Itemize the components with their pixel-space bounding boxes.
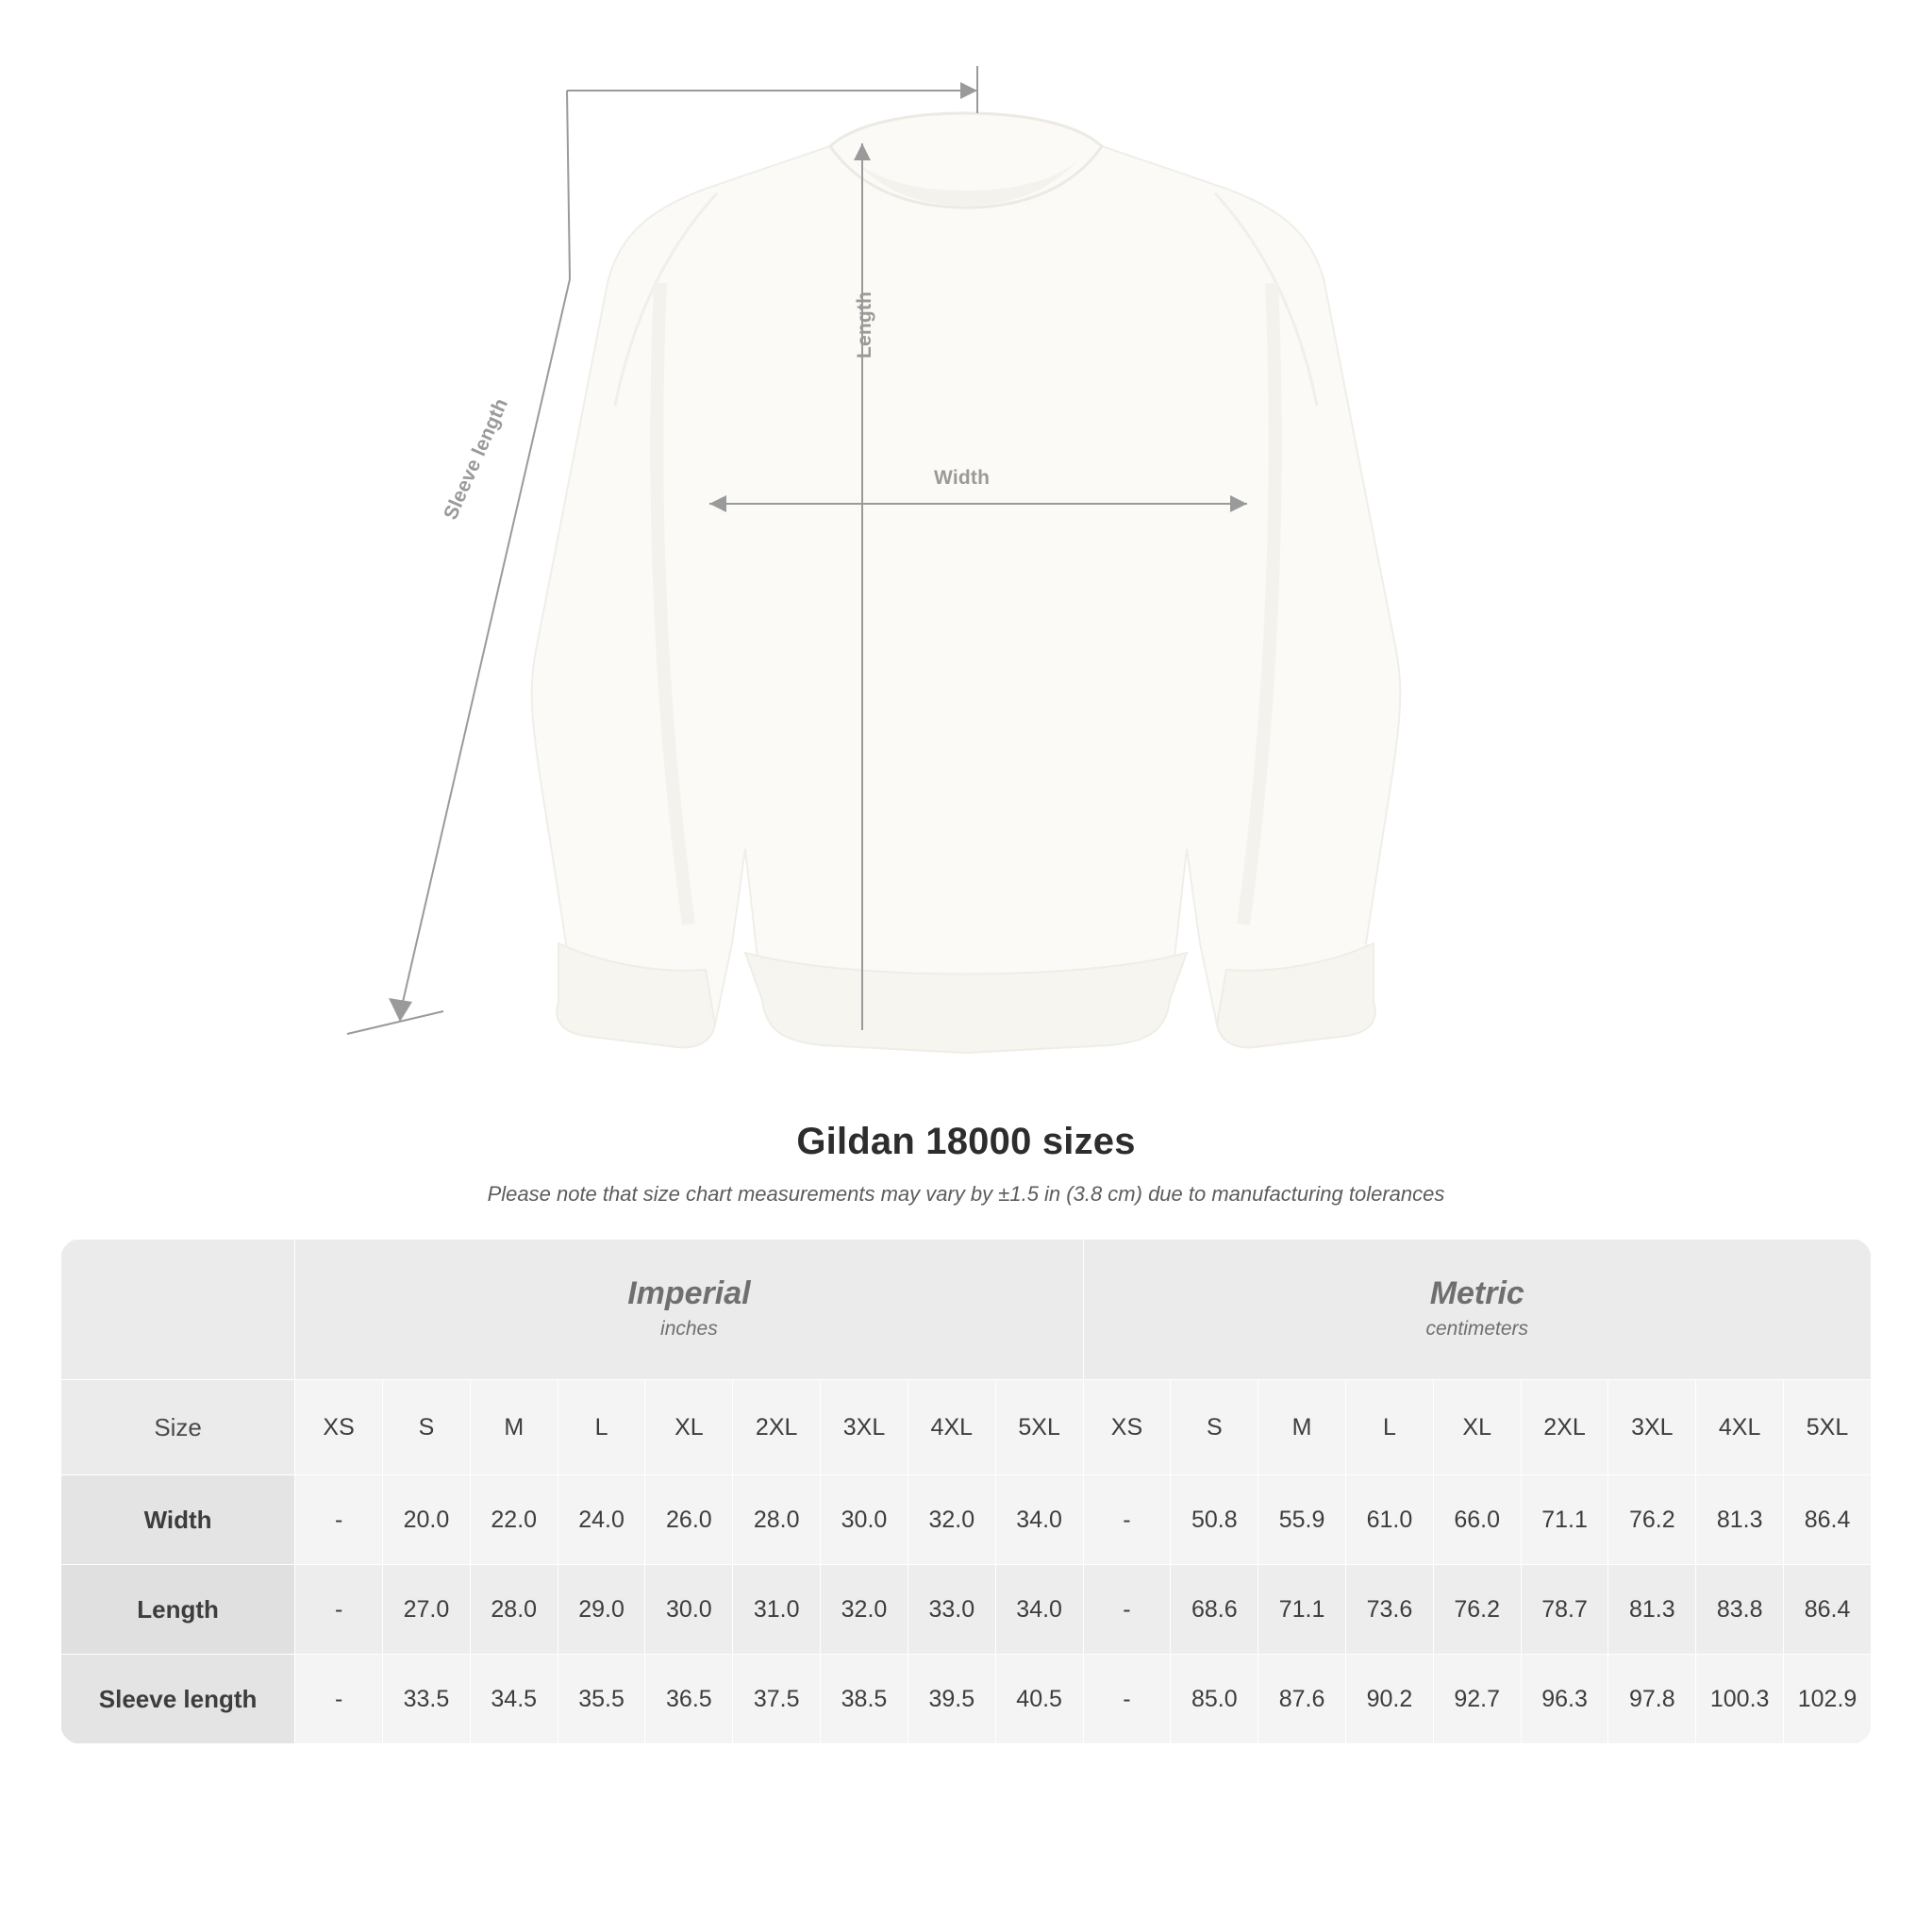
size-column-header: 4XL bbox=[908, 1380, 995, 1475]
measurement-cell: 28.0 bbox=[733, 1475, 821, 1565]
measurement-cell: 34.5 bbox=[470, 1655, 558, 1744]
sleeve-end-tick bbox=[347, 1011, 443, 1034]
size-table bbox=[60, 1239, 1872, 1744]
measurement-cell: 33.0 bbox=[908, 1565, 995, 1655]
measurement-cell: 22.0 bbox=[470, 1475, 558, 1565]
measurement-cell: 29.0 bbox=[558, 1565, 645, 1655]
measurement-cell: 40.5 bbox=[995, 1655, 1083, 1744]
page-title: Gildan 18000 sizes bbox=[796, 1121, 1136, 1162]
size-column-header: XL bbox=[645, 1380, 733, 1475]
size-header-row bbox=[61, 1380, 1872, 1475]
size-column-header: S bbox=[1171, 1380, 1258, 1475]
table-corner-cell bbox=[61, 1240, 295, 1380]
size-column-header: 5XL bbox=[995, 1380, 1083, 1475]
measurement-cell: 73.6 bbox=[1346, 1565, 1434, 1655]
length-dimension-label: Length bbox=[854, 291, 875, 358]
measurement-cell: 55.9 bbox=[1258, 1475, 1346, 1565]
measurement-cell: 71.1 bbox=[1521, 1475, 1608, 1565]
sleeve-length-dimension-label: Sleeve length bbox=[440, 394, 513, 524]
measurement-cell: 86.4 bbox=[1784, 1565, 1872, 1655]
measurement-cell: 30.0 bbox=[645, 1565, 733, 1655]
sweatshirt-shape bbox=[532, 113, 1401, 1053]
size-column-header: M bbox=[1258, 1380, 1346, 1475]
measurement-cell: 92.7 bbox=[1433, 1655, 1521, 1744]
measurement-cell: 61.0 bbox=[1346, 1475, 1434, 1565]
measurement-cell: 27.0 bbox=[383, 1565, 471, 1655]
measurement-cell: 39.5 bbox=[908, 1655, 995, 1744]
table-row bbox=[61, 1565, 1872, 1655]
measurement-cell: 66.0 bbox=[1433, 1475, 1521, 1565]
tolerance-note: Please note that size chart measurements may vary by ±1.5 in (3.8 cm) due to manufacturing tolerances bbox=[487, 1182, 1445, 1206]
width-dimension-label: Width bbox=[934, 467, 991, 489]
measurement-row-label: Width bbox=[61, 1475, 295, 1565]
measurement-cell: 71.1 bbox=[1258, 1565, 1346, 1655]
size-header-label: Size bbox=[61, 1380, 295, 1475]
shoulder-reference-line bbox=[567, 91, 570, 279]
measurement-cell: 32.0 bbox=[821, 1565, 908, 1655]
measurement-cell: 68.6 bbox=[1171, 1565, 1258, 1655]
measurement-cell: 100.3 bbox=[1696, 1655, 1784, 1744]
unit-group-header-row bbox=[61, 1240, 1872, 1380]
measurement-cell: - bbox=[1083, 1655, 1171, 1744]
measurement-cell: 33.5 bbox=[383, 1655, 471, 1744]
measurement-cell: 78.7 bbox=[1521, 1565, 1608, 1655]
unit-group-name: Metric bbox=[1429, 1274, 1524, 1311]
measurement-cell: 102.9 bbox=[1784, 1655, 1872, 1744]
measurement-cell: 85.0 bbox=[1171, 1655, 1258, 1744]
measurement-cell: 20.0 bbox=[383, 1475, 471, 1565]
unit-group-header-metric bbox=[1083, 1240, 1871, 1380]
measurement-cell: 37.5 bbox=[733, 1655, 821, 1744]
table-row bbox=[61, 1655, 1872, 1744]
measurement-cell: 90.2 bbox=[1346, 1655, 1434, 1744]
size-column-header: L bbox=[1346, 1380, 1434, 1475]
top-arrowhead bbox=[960, 82, 977, 99]
measurement-cell: 87.6 bbox=[1258, 1655, 1346, 1744]
measurement-cell: 81.3 bbox=[1696, 1475, 1784, 1565]
size-column-header: 4XL bbox=[1696, 1380, 1784, 1475]
measurement-cell: 32.0 bbox=[908, 1475, 995, 1565]
table-row bbox=[61, 1475, 1872, 1565]
measurement-cell: 24.0 bbox=[558, 1475, 645, 1565]
measurement-cell: 35.5 bbox=[558, 1655, 645, 1744]
unit-group-name: Imperial bbox=[627, 1274, 751, 1311]
measurement-cell: 97.8 bbox=[1608, 1655, 1696, 1744]
measurement-cell: 50.8 bbox=[1171, 1475, 1258, 1565]
measurement-cell: - bbox=[1083, 1565, 1171, 1655]
size-column-header: S bbox=[383, 1380, 471, 1475]
measurement-cell: 96.3 bbox=[1521, 1655, 1608, 1744]
measurement-cell: 30.0 bbox=[821, 1475, 908, 1565]
measurement-cell: 38.5 bbox=[821, 1655, 908, 1744]
measurement-cell: 81.3 bbox=[1608, 1565, 1696, 1655]
measurement-cell: - bbox=[295, 1565, 383, 1655]
measurement-cell: 34.0 bbox=[995, 1565, 1083, 1655]
measurement-cell: 28.0 bbox=[470, 1565, 558, 1655]
measurement-cell: 76.2 bbox=[1433, 1565, 1521, 1655]
size-column-header: 2XL bbox=[733, 1380, 821, 1475]
measurement-row-label: Sleeve length bbox=[61, 1655, 295, 1744]
measurement-cell: 36.5 bbox=[645, 1655, 733, 1744]
sleeve-arrowhead bbox=[389, 998, 412, 1022]
measurement-cell: - bbox=[295, 1475, 383, 1565]
measurement-cell: 76.2 bbox=[1608, 1475, 1696, 1565]
size-column-header: M bbox=[470, 1380, 558, 1475]
unit-group-subtitle: inches bbox=[660, 1318, 718, 1341]
measurement-cell: 31.0 bbox=[733, 1565, 821, 1655]
measurement-row-label: Length bbox=[61, 1565, 295, 1655]
size-column-header: 2XL bbox=[1521, 1380, 1608, 1475]
measurement-cell: 26.0 bbox=[645, 1475, 733, 1565]
size-table-wrapper bbox=[60, 1239, 1872, 1744]
size-column-header: L bbox=[558, 1380, 645, 1475]
unit-group-subtitle: centimeters bbox=[1425, 1318, 1529, 1341]
unit-group-header-imperial bbox=[295, 1240, 1083, 1380]
size-column-header: XL bbox=[1433, 1380, 1521, 1475]
measurement-cell: - bbox=[1083, 1475, 1171, 1565]
size-column-header: 3XL bbox=[821, 1380, 908, 1475]
size-column-header: XS bbox=[1083, 1380, 1171, 1475]
size-column-header: XS bbox=[295, 1380, 383, 1475]
size-column-header: 5XL bbox=[1784, 1380, 1872, 1475]
measurement-cell: 83.8 bbox=[1696, 1565, 1784, 1655]
measurement-cell: - bbox=[295, 1655, 383, 1744]
size-column-header: 3XL bbox=[1608, 1380, 1696, 1475]
measurement-cell: 86.4 bbox=[1784, 1475, 1872, 1565]
title-block bbox=[0, 1121, 1932, 1207]
measurement-cell: 34.0 bbox=[995, 1475, 1083, 1565]
